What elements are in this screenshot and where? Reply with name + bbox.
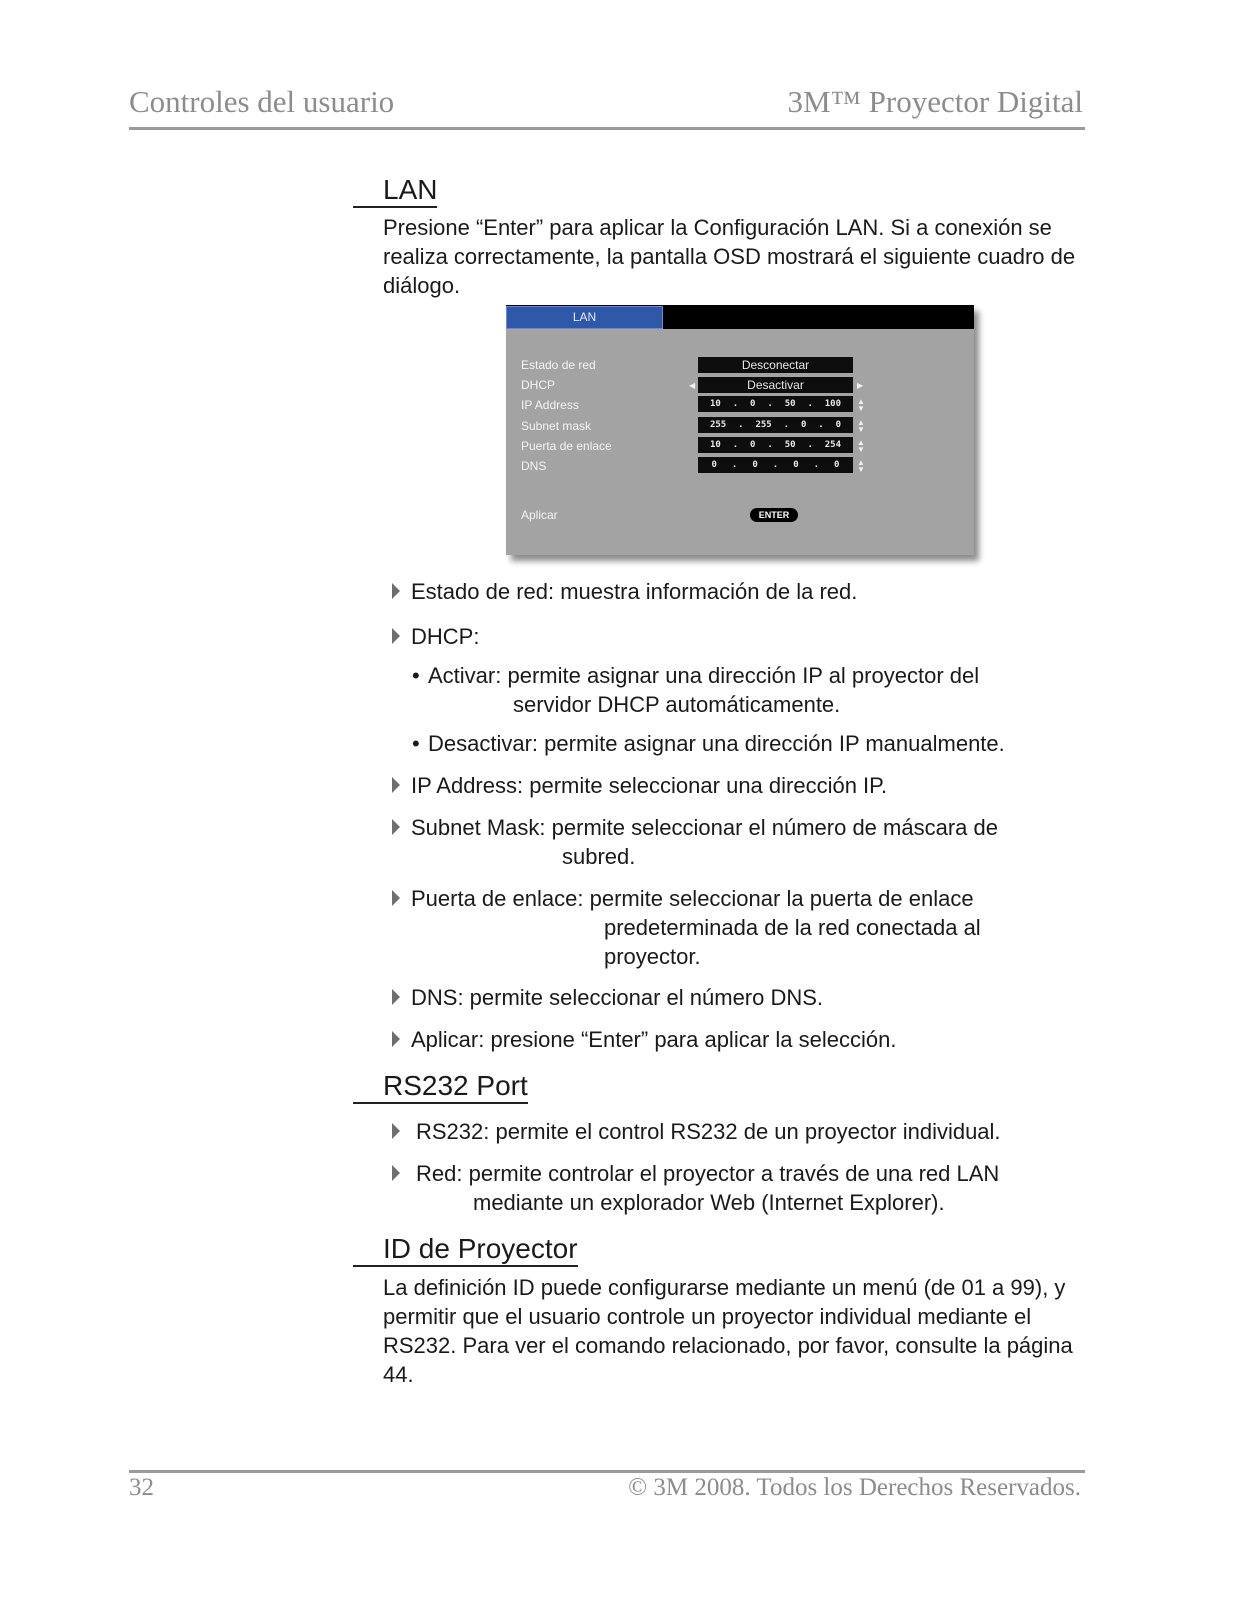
- activar-term: Activar:: [428, 663, 502, 688]
- osd-octet: 255: [755, 420, 772, 430]
- page-number: 32: [129, 1474, 154, 1501]
- osd-label-dns: DNS: [521, 459, 547, 473]
- item-rs232-text: RS232: permite el control RS232 de un proyector individual.: [416, 1119, 1001, 1144]
- osd-updown-icon: ▲ ▼: [857, 458, 865, 474]
- osd-label-ip: IP Address: [521, 398, 579, 412]
- osd-label-aplicar: Aplicar: [521, 508, 558, 522]
- osd-label-estado: Estado de red: [521, 358, 596, 372]
- osd-value-ip: 10 . 0 . 50 . 100: [698, 396, 853, 412]
- lan-heading: LAN: [353, 174, 437, 208]
- triangle-bullet-icon: [392, 989, 400, 1005]
- osd-updown-icon: ▲ ▼: [857, 418, 865, 434]
- osd-value-gateway: 10 . 0 . 50 . 254: [698, 437, 853, 453]
- gateway-term: Puerta de enlace:: [411, 886, 584, 911]
- lan-osd-screenshot: [506, 305, 974, 555]
- desactivar-text: Desactivar: permite asignar una dirección IP manualmente.: [428, 731, 1005, 756]
- osd-octet: 50: [784, 399, 796, 409]
- osd-octet: 50: [784, 440, 796, 450]
- item-ip: [392, 771, 887, 800]
- item-estado-text: Estado de red: muestra información de la red.: [411, 579, 858, 604]
- bullet-desactivar: [412, 729, 1005, 758]
- triangle-bullet-icon: [392, 628, 400, 644]
- item-dhcp: [392, 622, 479, 651]
- osd-label-dhcp: DHCP: [521, 378, 556, 392]
- item-red: [392, 1159, 999, 1217]
- subnet-desc-line1: permite seleccionar el número de máscara de: [551, 815, 998, 840]
- gateway-desc-line1: permite seleccionar la puerta de enlace: [589, 886, 974, 911]
- osd-tab-lan: LAN: [506, 306, 663, 329]
- osd-enter-button: ENTER: [750, 508, 798, 522]
- item-dhcp-text: DHCP:: [411, 624, 480, 649]
- osd-value-dns: 0 . 0 . 0 . 0: [698, 457, 853, 473]
- osd-updown-icon: ▲ ▼: [857, 397, 865, 413]
- red-desc-line2: mediante un explorador Web (Internet Explorer).: [473, 1190, 945, 1215]
- osd-value-estado: Desconectar: [698, 357, 853, 373]
- osd-octet: 100: [824, 399, 842, 409]
- osd-label-subnet: Subnet mask: [521, 419, 592, 433]
- triangle-bullet-icon: [392, 583, 400, 599]
- bullet-activar: [412, 661, 979, 719]
- osd-octet: 0: [834, 460, 840, 470]
- header-rule: [129, 127, 1085, 130]
- dot-bullet-icon: •: [412, 731, 420, 756]
- triangle-bullet-icon: [392, 777, 400, 793]
- subnet-term: Subnet Mask:: [411, 815, 546, 840]
- subnet-desc-line2: subred.: [562, 844, 636, 869]
- osd-octet: 0: [800, 420, 807, 430]
- item-estado: [392, 577, 857, 606]
- activar-desc-line2: servidor DHCP automáticamente.: [513, 692, 841, 717]
- header-product-title: 3M™ Proyector Digital: [787, 84, 1083, 119]
- osd-octet: 0: [752, 460, 758, 470]
- triangle-bullet-icon: [392, 890, 400, 906]
- item-rs232: [392, 1117, 1001, 1146]
- item-dns: [392, 983, 823, 1012]
- triangle-bullet-icon: [392, 1031, 400, 1047]
- osd-octet: 255: [709, 420, 727, 430]
- osd-right-arrow-icon: ▶: [857, 381, 864, 390]
- osd-label-gateway: Puerta de enlace: [521, 439, 612, 453]
- item-dns-text: DNS: permite seleccionar el número DNS.: [411, 985, 824, 1010]
- lan-intro: Presione “Enter” para aplicar la Configuración LAN. Si a conexión se realiza correctamente, la pantalla OSD mostrará el siguiente cuadro de diálogo.: [383, 215, 1076, 298]
- footer-rule: [129, 1470, 1085, 1473]
- triangle-bullet-icon: [392, 1123, 400, 1139]
- item-subnet: [392, 813, 998, 871]
- osd-octet: 10: [709, 440, 721, 450]
- osd-octet: 0: [750, 399, 756, 409]
- item-aplicar: [392, 1025, 896, 1054]
- header-section-title: Controles del usuario: [129, 84, 395, 119]
- triangle-bullet-icon: [392, 1165, 400, 1181]
- red-term: Red:: [416, 1161, 463, 1186]
- osd-octet: 0: [711, 460, 717, 470]
- red-desc-line1: permite controlar el proyector a través de una red LAN: [468, 1161, 1000, 1186]
- osd-left-arrow-icon: ◀: [689, 381, 696, 390]
- osd-octet: 254: [824, 440, 842, 450]
- gateway-desc-line2: predeterminada de la red conectada al: [604, 915, 981, 940]
- item-ip-text: IP Address: permite seleccionar una dirección IP.: [411, 773, 888, 798]
- id-body: La definición ID puede configurarse mediante un menú (de 01 a 99), y permitir que el usuario controle un proyector individual mediante el RS232. Para ver el comando relacionado, por favor, consulte la página 44.: [383, 1275, 1073, 1387]
- osd-octet: 10: [709, 399, 721, 409]
- item-aplicar-text: Aplicar: presione “Enter” para aplicar la selección.: [411, 1027, 897, 1052]
- id-heading: ID de Proyector: [353, 1233, 578, 1267]
- triangle-bullet-icon: [392, 819, 400, 835]
- item-gateway: [392, 884, 981, 971]
- osd-octet: 0: [793, 460, 799, 470]
- osd-updown-icon: ▲ ▼: [857, 438, 865, 454]
- osd-value-dhcp: Desactivar: [698, 377, 853, 393]
- activar-desc-line1: permite asignar una dirección IP al proyector del: [507, 663, 980, 688]
- osd-value-subnet: 255 . 255 . 0 . 0: [698, 417, 853, 433]
- gateway-desc-line3: proyector.: [604, 944, 701, 969]
- osd-octet: 0: [835, 420, 842, 430]
- rs232-heading: RS232 Port: [353, 1070, 528, 1104]
- osd-octet: 0: [750, 440, 756, 450]
- dot-bullet-icon: •: [412, 663, 420, 688]
- copyright: © 3M 2008. Todos los Derechos Reservados.: [628, 1474, 1081, 1501]
